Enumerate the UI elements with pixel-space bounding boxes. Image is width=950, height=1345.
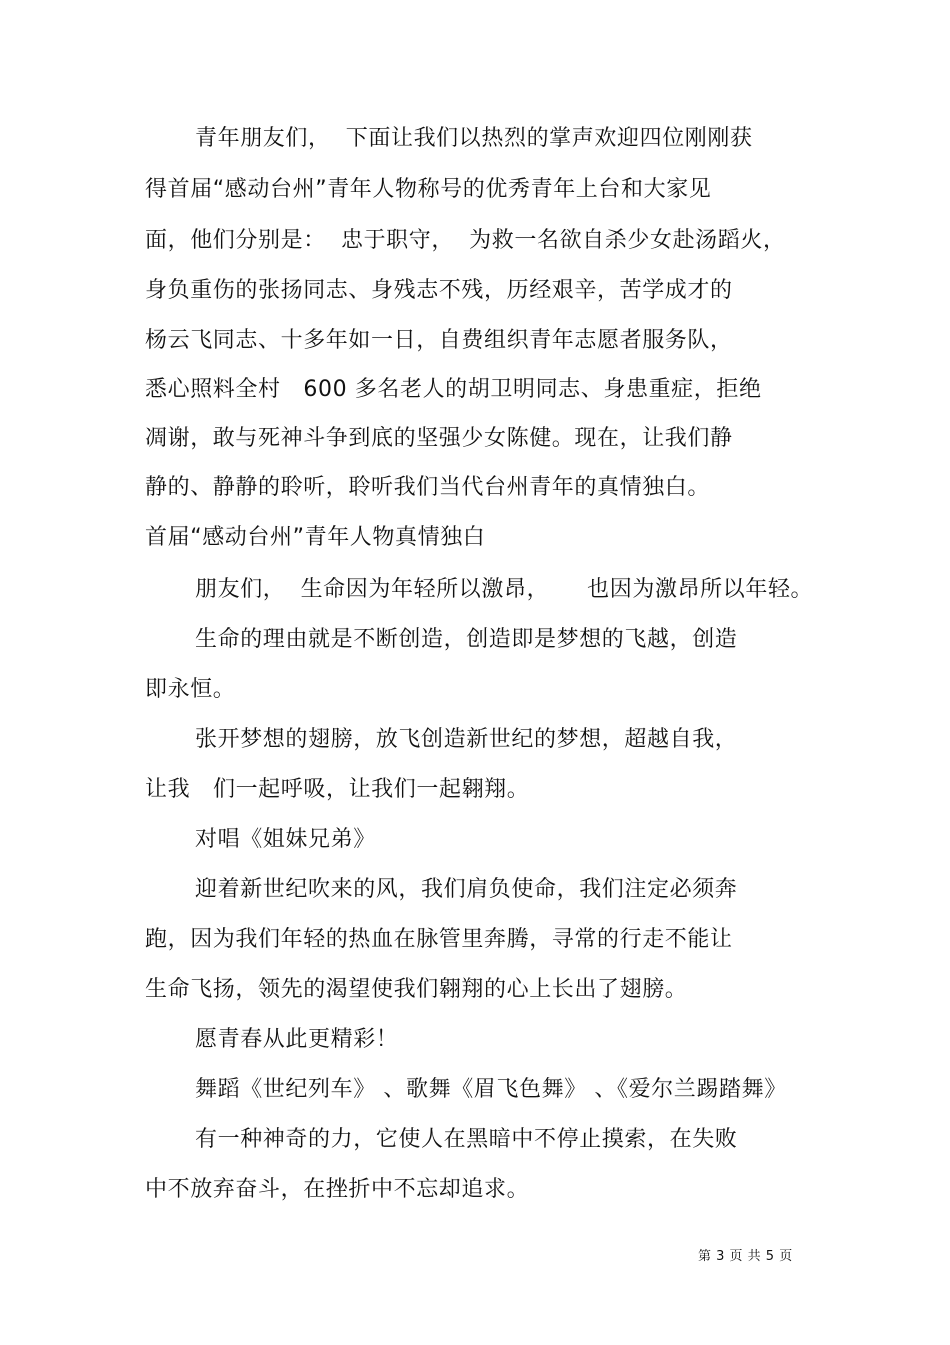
section-heading: 首届“感动台州”青年人物真情独白 [145,525,486,550]
paragraph-line: 身负重伤的张扬同志、身残志不残，历经艰辛，苦学成才的 [145,278,733,303]
paragraph-line: 悉心照料全村 600 多名老人的胡卫明同志、身患重症，拒绝 [145,377,762,402]
paragraph-line: 生命飞扬，领先的渴望使我们翱翔的心上长出了翅膀。 [145,977,688,1002]
paragraph-line: 跑，因为我们年轻的热血在脉管里奔腾，寻常的行走不能让 [145,927,733,952]
page-number-footer: 第 3 页 共 5 页 [698,1249,793,1264]
paragraph-line: 青年朋友们， 下面让我们以热烈的掌声欢迎四位刚刚获 [195,126,753,151]
paragraph-line: 迎着新世纪吹来的风，我们肩负使命，我们注定必须奔 [195,877,738,902]
program-item: 对唱《姐妹兄弟》 [195,827,376,852]
paragraph-line: 杨云飞同志、十多年如一日，自费组织青年志愿者服务队， [145,328,733,353]
paragraph-line: 让我 们一起呼吸，让我们一起翱翔。 [145,777,530,802]
paragraph-line: 生命的理由就是不断创造，创造即是梦想的飞越，创造 [195,627,738,652]
paragraph-line: 有一种神奇的力，它使人在黑暗中不停止摸索，在失败 [195,1127,738,1152]
paragraph-line: 静的、静静的聆听，聆听我们当代台州青年的真情独白。 [145,475,711,500]
paragraph-line: 得首届“感动台州”青年人物称号的优秀青年上台和大家见 [145,177,712,202]
paragraph-line: 中不放弃奋斗，在挫折中不忘却追求。 [145,1177,530,1202]
paragraph-line: 愿青春从此更精彩！ [195,1027,399,1052]
paragraph-line: 张开梦想的翅膀，放飞创造新世纪的梦想，超越自我， [195,727,738,752]
program-item: 舞蹈《世纪列车》 、歌舞《眉飞色舞》 、《爱尔兰踢踏舞》 [195,1077,787,1102]
paragraph-line: 朋友们， 生命因为年轻所以激昂， 也因为激昂所以年轻。 [195,577,814,602]
paragraph-line: 面，他们分别是： 忠于职守， 为救一名欲自杀少女赴汤蹈火， [145,228,786,253]
paragraph-line: 即永恒。 [145,677,236,702]
paragraph-line: 凋谢，敢与死神斗争到底的坚强少女陈健。现在，让我们静 [145,426,733,451]
